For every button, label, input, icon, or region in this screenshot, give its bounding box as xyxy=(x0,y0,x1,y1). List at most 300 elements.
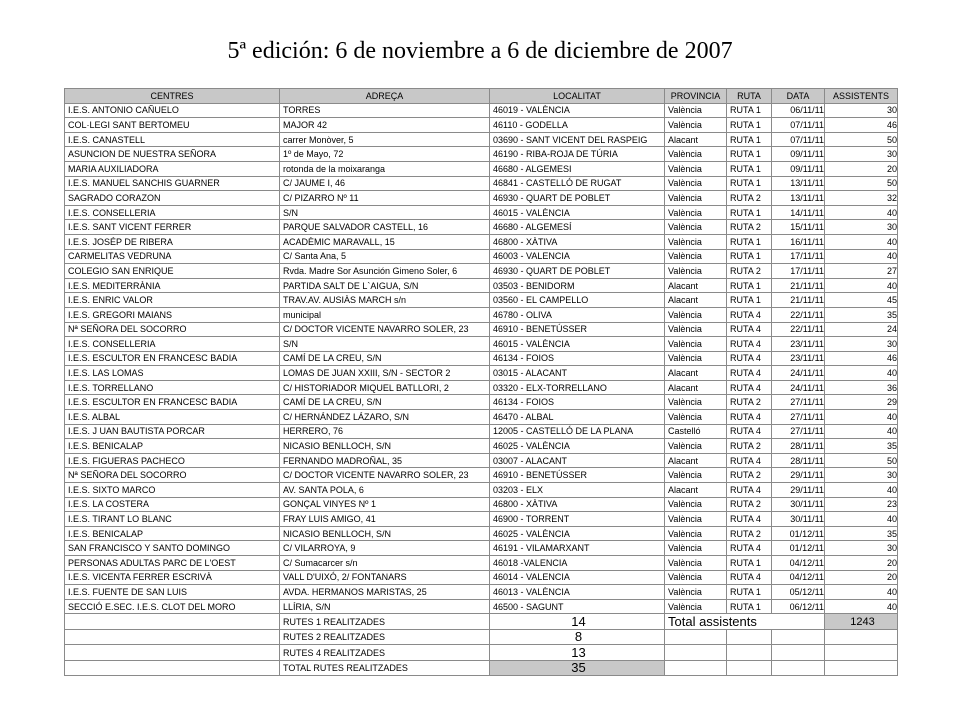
cell-provincia: València xyxy=(665,410,727,425)
cell-data: 24/11/11 xyxy=(772,380,825,395)
blank-cell xyxy=(772,660,825,676)
cell-assistents: 32 xyxy=(825,191,898,206)
cell-centre: I.E.S. CONSELLERIA xyxy=(65,337,280,352)
cell-centre: I.E.S. TIRANT LO BLANC xyxy=(65,512,280,527)
total-assistents-value: 1243 xyxy=(825,614,898,630)
cell-provincia: València xyxy=(665,395,727,410)
cell-assistents: 40 xyxy=(825,366,898,381)
cell-centre: Nª SEÑORA DEL SOCORRO xyxy=(65,468,280,483)
cell-localitat: 46134 - FOIOS xyxy=(490,351,665,366)
cell-centre: I.E.S. J UAN BAUTISTA PORCAR xyxy=(65,424,280,439)
cell-assistents: 35 xyxy=(825,526,898,541)
cell-localitat: 46134 - FOIOS xyxy=(490,395,665,410)
blank-cell xyxy=(727,660,772,676)
cell-centre: I.E.S. ENRIC VALOR xyxy=(65,293,280,308)
cell-data: 05/12/11 xyxy=(772,585,825,600)
cell-provincia: Alacant xyxy=(665,453,727,468)
table-row xyxy=(65,293,898,308)
cell-adreca: NICASIO BENLLOCH, S/N xyxy=(280,526,490,541)
cell-centre: I.E.S. JOSÉP DE RIBERA xyxy=(65,234,280,249)
cell-adreca: LLÍRIA, S/N xyxy=(280,599,490,614)
cell-data: 28/11/11 xyxy=(772,453,825,468)
page-title: 5ª edición: 6 de noviembre a 6 de diciembre de 2007 xyxy=(227,38,733,64)
cell-localitat: 46680 - ALGEMESÍ xyxy=(490,220,665,235)
cell-adreca: carrer Monòver, 5 xyxy=(280,132,490,147)
cell-provincia: València xyxy=(665,570,727,585)
cell-assistents: 30 xyxy=(825,468,898,483)
rutes1-value: 14 xyxy=(490,614,665,630)
cell-adreca: C/ DOCTOR VICENTE NAVARRO SOLER, 23 xyxy=(280,468,490,483)
routes-table xyxy=(64,88,898,676)
cell-provincia: València xyxy=(665,526,727,541)
cell-data: 21/11/11 xyxy=(772,278,825,293)
table-row xyxy=(65,132,898,147)
cell-localitat: 03690 - SANT VICENT DEL RASPEIG xyxy=(490,132,665,147)
cell-centre: I.E.S. LAS LOMAS xyxy=(65,366,280,381)
table-row xyxy=(65,264,898,279)
cell-assistents: 20 xyxy=(825,556,898,571)
cell-provincia: Alacant xyxy=(665,293,727,308)
cell-data: 17/11/11 xyxy=(772,249,825,264)
cell-centre: I.E.S. CANASTELL xyxy=(65,132,280,147)
cell-ruta: RUTA 2 xyxy=(727,191,772,206)
cell-assistents: 30 xyxy=(825,337,898,352)
cell-provincia: València xyxy=(665,512,727,527)
cell-data: 17/11/11 xyxy=(772,264,825,279)
cell-assistents: 27 xyxy=(825,264,898,279)
header-row xyxy=(65,89,898,104)
table-row xyxy=(65,176,898,191)
cell-assistents: 40 xyxy=(825,234,898,249)
cell-provincia: València xyxy=(665,191,727,206)
cell-provincia: València xyxy=(665,103,727,118)
rutes4-label: RUTES 4 REALITZADES xyxy=(280,645,490,661)
cell-centre: Nª SEÑORA DEL SOCORRO xyxy=(65,322,280,337)
cell-adreca: C/ HISTORIADOR MIQUEL BATLLORI, 2 xyxy=(280,380,490,395)
cell-localitat: 03203 - ELX xyxy=(490,483,665,498)
cell-centre: SAN FRANCISCO Y SANTO DOMINGO xyxy=(65,541,280,556)
cell-assistents: 30 xyxy=(825,541,898,556)
blank-cell xyxy=(727,645,772,661)
cell-assistents: 40 xyxy=(825,424,898,439)
cell-provincia: València xyxy=(665,556,727,571)
cell-data: 24/11/11 xyxy=(772,366,825,381)
table-row xyxy=(65,453,898,468)
cell-centre: CARMELITAS VEDRUNA xyxy=(65,249,280,264)
cell-provincia: València xyxy=(665,337,727,352)
cell-adreca: FERNANDO MADROÑAL, 35 xyxy=(280,453,490,468)
cell-ruta: RUTA 1 xyxy=(727,249,772,264)
cell-localitat: 46013 - VALÈNCIA xyxy=(490,585,665,600)
cell-localitat: 03503 - BENIDORM xyxy=(490,278,665,293)
cell-provincia: València xyxy=(665,220,727,235)
cell-adreca: Rvda. Madre Sor Asunción Gimeno Soler, 6 xyxy=(280,264,490,279)
cell-centre: I.E.S. SANT VICENT FERRER xyxy=(65,220,280,235)
cell-provincia: València xyxy=(665,264,727,279)
cell-data: 22/11/11 xyxy=(772,322,825,337)
cell-data: 27/11/11 xyxy=(772,424,825,439)
blank-cell xyxy=(727,629,772,645)
cell-centre: SECCIÓ E.SEC. I.E.S. CLOT DEL MORO xyxy=(65,599,280,614)
cell-centre: SAGRADO CORAZON xyxy=(65,191,280,206)
blank-cell xyxy=(65,660,280,676)
table-row xyxy=(65,337,898,352)
cell-localitat: 46800 - XÀTIVA xyxy=(490,234,665,249)
header-data: DATA xyxy=(772,89,825,104)
cell-provincia: València xyxy=(665,439,727,454)
cell-centre: I.E.S. LA COSTERA xyxy=(65,497,280,512)
cell-ruta: RUTA 1 xyxy=(727,234,772,249)
cell-adreca: C/ Santa Ana, 5 xyxy=(280,249,490,264)
blank-cell xyxy=(772,629,825,645)
cell-ruta: RUTA 1 xyxy=(727,147,772,162)
total-assistents-label: Total assistents xyxy=(665,614,825,630)
table-row xyxy=(65,570,898,585)
blank-cell xyxy=(825,629,898,645)
cell-provincia: València xyxy=(665,351,727,366)
blank-cell xyxy=(665,629,727,645)
cell-data: 22/11/11 xyxy=(772,307,825,322)
blank-cell xyxy=(65,614,280,630)
cell-localitat: 46930 - QUART DE POBLET xyxy=(490,191,665,206)
cell-adreca: ACADÈMIC MARAVALL, 15 xyxy=(280,234,490,249)
cell-adreca: C/ JAUME I, 46 xyxy=(280,176,490,191)
cell-adreca: S/N xyxy=(280,205,490,220)
blank-cell xyxy=(825,645,898,661)
cell-ruta: RUTA 4 xyxy=(727,410,772,425)
cell-centre: I.E.S. ANTONIO CAÑUELO xyxy=(65,103,280,118)
cell-centre: I.E.S. MEDITERRÀNIA xyxy=(65,278,280,293)
cell-adreca: LOMAS DE JUAN XXIII, S/N - SECTOR 2 xyxy=(280,366,490,381)
table-row xyxy=(65,220,898,235)
cell-assistents: 40 xyxy=(825,278,898,293)
cell-data: 14/11/11 xyxy=(772,205,825,220)
cell-localitat: 46680 - ALGEMESI xyxy=(490,161,665,176)
table-row xyxy=(65,439,898,454)
cell-adreca: TORRES xyxy=(280,103,490,118)
cell-data: 21/11/11 xyxy=(772,293,825,308)
cell-data: 23/11/11 xyxy=(772,337,825,352)
cell-assistents: 50 xyxy=(825,132,898,147)
cell-ruta: RUTA 1 xyxy=(727,599,772,614)
cell-data: 15/11/11 xyxy=(772,220,825,235)
cell-data: 09/11/11 xyxy=(772,147,825,162)
cell-ruta: RUTA 4 xyxy=(727,380,772,395)
cell-assistents: 40 xyxy=(825,410,898,425)
cell-data: 27/11/11 xyxy=(772,410,825,425)
cell-centre: I.E.S. ALBAL xyxy=(65,410,280,425)
cell-centre: ASUNCION DE NUESTRA SEÑORA xyxy=(65,147,280,162)
cell-localitat: 46003 - VALENCIA xyxy=(490,249,665,264)
cell-data: 28/11/11 xyxy=(772,439,825,454)
cell-centre: COL·LEGI SANT BERTOMEU xyxy=(65,118,280,133)
cell-assistents: 29 xyxy=(825,395,898,410)
cell-provincia: València xyxy=(665,205,727,220)
cell-localitat: 46015 - VALÈNCIA xyxy=(490,337,665,352)
cell-data: 30/11/11 xyxy=(772,512,825,527)
blank-cell xyxy=(665,660,727,676)
blank-cell xyxy=(825,660,898,676)
cell-adreca: AVDA. HERMANOS MARISTAS, 25 xyxy=(280,585,490,600)
cell-localitat: 46191 - VILAMARXANT xyxy=(490,541,665,556)
table-row xyxy=(65,118,898,133)
cell-assistents: 30 xyxy=(825,103,898,118)
cell-localitat: 46910 - BENETÚSSER xyxy=(490,322,665,337)
cell-localitat: 03320 - ELX-TORRELLANO xyxy=(490,380,665,395)
table-row xyxy=(65,512,898,527)
cell-adreca: FRAY LUIS AMIGO, 41 xyxy=(280,512,490,527)
summary-row-rutes2 xyxy=(65,629,898,645)
cell-adreca: TRAV.AV. AUSIÀS MARCH s/n xyxy=(280,293,490,308)
cell-centre: I.E.S. CONSELLERIA xyxy=(65,205,280,220)
cell-assistents: 20 xyxy=(825,161,898,176)
cell-data: 07/11/11 xyxy=(772,118,825,133)
rutes2-label: RUTES 2 REALITZADES xyxy=(280,629,490,645)
header-centres: CENTRES xyxy=(65,89,280,104)
cell-provincia: Alacant xyxy=(665,366,727,381)
cell-localitat: 46900 - TORRENT xyxy=(490,512,665,527)
cell-localitat: 46470 - ALBAL xyxy=(490,410,665,425)
cell-provincia: València xyxy=(665,161,727,176)
cell-localitat: 46930 - QUART DE POBLET xyxy=(490,264,665,279)
cell-ruta: RUTA 2 xyxy=(727,497,772,512)
cell-adreca: HERRERO, 76 xyxy=(280,424,490,439)
cell-localitat: 46780 - OLIVA xyxy=(490,307,665,322)
table-row xyxy=(65,410,898,425)
table-row xyxy=(65,395,898,410)
cell-provincia: València xyxy=(665,468,727,483)
cell-centre: I.E.S. MANUEL SANCHIS GUARNER xyxy=(65,176,280,191)
cell-ruta: RUTA 4 xyxy=(727,337,772,352)
header-assistents: ASSISTENTS xyxy=(825,89,898,104)
cell-data: 07/11/11 xyxy=(772,132,825,147)
cell-provincia: Alacant xyxy=(665,278,727,293)
cell-centre: I.E.S. BENICALAP xyxy=(65,439,280,454)
cell-data: 01/12/11 xyxy=(772,526,825,541)
table-row xyxy=(65,103,898,118)
cell-ruta: RUTA 4 xyxy=(727,424,772,439)
cell-assistents: 35 xyxy=(825,307,898,322)
cell-assistents: 23 xyxy=(825,497,898,512)
cell-provincia: Alacant xyxy=(665,132,727,147)
cell-localitat: 46025 - VALÈNCIA xyxy=(490,526,665,541)
cell-localitat: 46841 - CASTELLÓ DE RUGAT xyxy=(490,176,665,191)
table-row xyxy=(65,278,898,293)
summary-row-rutes4 xyxy=(65,645,898,661)
cell-assistents: 40 xyxy=(825,512,898,527)
table-row xyxy=(65,191,898,206)
cell-provincia: València xyxy=(665,541,727,556)
cell-centre: I.E.S. BENICALAP xyxy=(65,526,280,541)
cell-ruta: RUTA 4 xyxy=(727,512,772,527)
cell-ruta: RUTA 4 xyxy=(727,483,772,498)
cell-localitat: 03007 - ALACANT xyxy=(490,453,665,468)
cell-ruta: RUTA 1 xyxy=(727,103,772,118)
header-provincia: PROVINCIA xyxy=(665,89,727,104)
table-row xyxy=(65,249,898,264)
header-localitat: LOCALITAT xyxy=(490,89,665,104)
cell-localitat: 46018 -VALENCIA xyxy=(490,556,665,571)
cell-ruta: RUTA 1 xyxy=(727,278,772,293)
cell-data: 04/12/11 xyxy=(772,570,825,585)
cell-ruta: RUTA 2 xyxy=(727,468,772,483)
cell-assistents: 35 xyxy=(825,439,898,454)
cell-ruta: RUTA 4 xyxy=(727,366,772,381)
cell-provincia: València xyxy=(665,585,727,600)
cell-adreca: municipal xyxy=(280,307,490,322)
cell-localitat: 03015 - ALACANT xyxy=(490,366,665,381)
cell-adreca: MAJOR 42 xyxy=(280,118,490,133)
cell-ruta: RUTA 2 xyxy=(727,439,772,454)
total-rutes-label: TOTAL RUTES REALITZADES xyxy=(280,660,490,676)
cell-provincia: Castelló xyxy=(665,424,727,439)
cell-adreca: 1º de Mayo, 72 xyxy=(280,147,490,162)
cell-localitat: 46014 - VALENCIA xyxy=(490,570,665,585)
cell-assistents: 36 xyxy=(825,380,898,395)
cell-adreca: rotonda de la moixaranga xyxy=(280,161,490,176)
cell-ruta: RUTA 4 xyxy=(727,541,772,556)
cell-provincia: València xyxy=(665,234,727,249)
cell-adreca: CAMÍ DE LA CREU, S/N xyxy=(280,395,490,410)
cell-assistents: 40 xyxy=(825,249,898,264)
cell-data: 09/11/11 xyxy=(772,161,825,176)
cell-assistents: 46 xyxy=(825,118,898,133)
cell-centre: I.E.S. GREGORI MAIANS xyxy=(65,307,280,322)
table-row xyxy=(65,424,898,439)
cell-localitat: 46800 - XÀTIVA xyxy=(490,497,665,512)
cell-adreca: AV. SANTA POLA, 6 xyxy=(280,483,490,498)
cell-localitat: 46110 - GODELLA xyxy=(490,118,665,133)
table-row xyxy=(65,380,898,395)
cell-centre: MARIA AUXILIADORA xyxy=(65,161,280,176)
cell-assistents: 40 xyxy=(825,205,898,220)
cell-data: 01/12/11 xyxy=(772,541,825,556)
table-row xyxy=(65,322,898,337)
cell-localitat: 03560 - EL CAMPELLO xyxy=(490,293,665,308)
cell-assistents: 24 xyxy=(825,322,898,337)
table-row xyxy=(65,205,898,220)
total-rutes-value: 35 xyxy=(490,660,665,676)
cell-provincia: València xyxy=(665,599,727,614)
table-row xyxy=(65,366,898,381)
cell-adreca: CAMÍ DE LA CREU, S/N xyxy=(280,351,490,366)
cell-adreca: PARTIDA SALT DE L`AIGUA, S/N xyxy=(280,278,490,293)
cell-ruta: RUTA 1 xyxy=(727,293,772,308)
table-row xyxy=(65,497,898,512)
cell-centre: I.E.S. TORRELLANO xyxy=(65,380,280,395)
blank-cell xyxy=(65,645,280,661)
cell-adreca: VALL D'UIXÓ, 2/ FONTANARS xyxy=(280,570,490,585)
cell-ruta: RUTA 4 xyxy=(727,351,772,366)
cell-adreca: NICASIO BENLLOCH, S/N xyxy=(280,439,490,454)
cell-provincia: València xyxy=(665,307,727,322)
cell-ruta: RUTA 1 xyxy=(727,161,772,176)
cell-adreca: C/ HERNÁNDEZ LÁZARO, S/N xyxy=(280,410,490,425)
cell-ruta: RUTA 1 xyxy=(727,585,772,600)
cell-ruta: RUTA 1 xyxy=(727,176,772,191)
cell-assistents: 40 xyxy=(825,599,898,614)
cell-adreca: S/N xyxy=(280,337,490,352)
cell-data: 29/11/11 xyxy=(772,468,825,483)
cell-data: 27/11/11 xyxy=(772,395,825,410)
cell-ruta: RUTA 1 xyxy=(727,132,772,147)
cell-localitat: 46025 - VALÈNCIA xyxy=(490,439,665,454)
table-row xyxy=(65,468,898,483)
cell-centre: I.E.S. ESCULTOR EN FRANCESC BADIA xyxy=(65,351,280,366)
cell-assistents: 46 xyxy=(825,351,898,366)
table-row xyxy=(65,556,898,571)
cell-centre: COLEGIO SAN ENRIQUE xyxy=(65,264,280,279)
cell-ruta: RUTA 4 xyxy=(727,307,772,322)
cell-ruta: RUTA 4 xyxy=(727,453,772,468)
cell-provincia: València xyxy=(665,147,727,162)
cell-adreca: GONÇAL VINYES Nº 1 xyxy=(280,497,490,512)
cell-provincia: València xyxy=(665,176,727,191)
table-row xyxy=(65,234,898,249)
cell-assistents: 40 xyxy=(825,585,898,600)
cell-data: 06/12/11 xyxy=(772,599,825,614)
cell-ruta: RUTA 1 xyxy=(727,556,772,571)
header-ruta: RUTA xyxy=(727,89,772,104)
blank-cell xyxy=(665,645,727,661)
cell-ruta: RUTA 2 xyxy=(727,395,772,410)
cell-localitat: 46500 - SAGUNT xyxy=(490,599,665,614)
cell-ruta: RUTA 1 xyxy=(727,205,772,220)
rutes2-value: 8 xyxy=(490,629,665,645)
table-row xyxy=(65,585,898,600)
table-row xyxy=(65,307,898,322)
cell-data: 23/11/11 xyxy=(772,351,825,366)
cell-adreca: C/ PIZARRO Nº 11 xyxy=(280,191,490,206)
cell-localitat: 12005 - CASTELLÓ DE LA PLANA xyxy=(490,424,665,439)
table-row xyxy=(65,161,898,176)
cell-assistents: 50 xyxy=(825,453,898,468)
cell-assistents: 30 xyxy=(825,220,898,235)
cell-centre: I.E.S. ESCULTOR EN FRANCESC BADIA xyxy=(65,395,280,410)
cell-data: 13/11/11 xyxy=(772,176,825,191)
cell-provincia: València xyxy=(665,497,727,512)
cell-ruta: RUTA 4 xyxy=(727,570,772,585)
cell-centre: I.E.S. SIXTO MARCO xyxy=(65,483,280,498)
summary-row-rutes1 xyxy=(65,614,898,630)
cell-centre: I.E.S. FIGUERAS PACHECO xyxy=(65,453,280,468)
cell-assistents: 50 xyxy=(825,176,898,191)
cell-localitat: 46190 - RIBA-ROJA DE TÚRIA xyxy=(490,147,665,162)
table-row xyxy=(65,541,898,556)
cell-ruta: RUTA 2 xyxy=(727,264,772,279)
cell-adreca: C/ VILARROYA, 9 xyxy=(280,541,490,556)
cell-adreca: PARQUE SALVADOR CASTELL, 16 xyxy=(280,220,490,235)
cell-data: 04/12/11 xyxy=(772,556,825,571)
cell-centre: I.E.S. FUENTE DE SAN LUIS xyxy=(65,585,280,600)
blank-cell xyxy=(65,629,280,645)
cell-assistents: 45 xyxy=(825,293,898,308)
header-adreca: ADREÇA xyxy=(280,89,490,104)
cell-provincia: València xyxy=(665,118,727,133)
rutes1-label: RUTES 1 REALITZADES xyxy=(280,614,490,630)
table-row xyxy=(65,599,898,614)
cell-data: 30/11/11 xyxy=(772,497,825,512)
rutes4-value: 13 xyxy=(490,645,665,661)
cell-provincia: València xyxy=(665,249,727,264)
cell-localitat: 46019 - VALÈNCIA xyxy=(490,103,665,118)
cell-assistents: 30 xyxy=(825,147,898,162)
cell-assistents: 40 xyxy=(825,483,898,498)
cell-localitat: 46910 - BENETÚSSER xyxy=(490,468,665,483)
cell-data: 29/11/11 xyxy=(772,483,825,498)
cell-assistents: 20 xyxy=(825,570,898,585)
cell-provincia: Alacant xyxy=(665,380,727,395)
